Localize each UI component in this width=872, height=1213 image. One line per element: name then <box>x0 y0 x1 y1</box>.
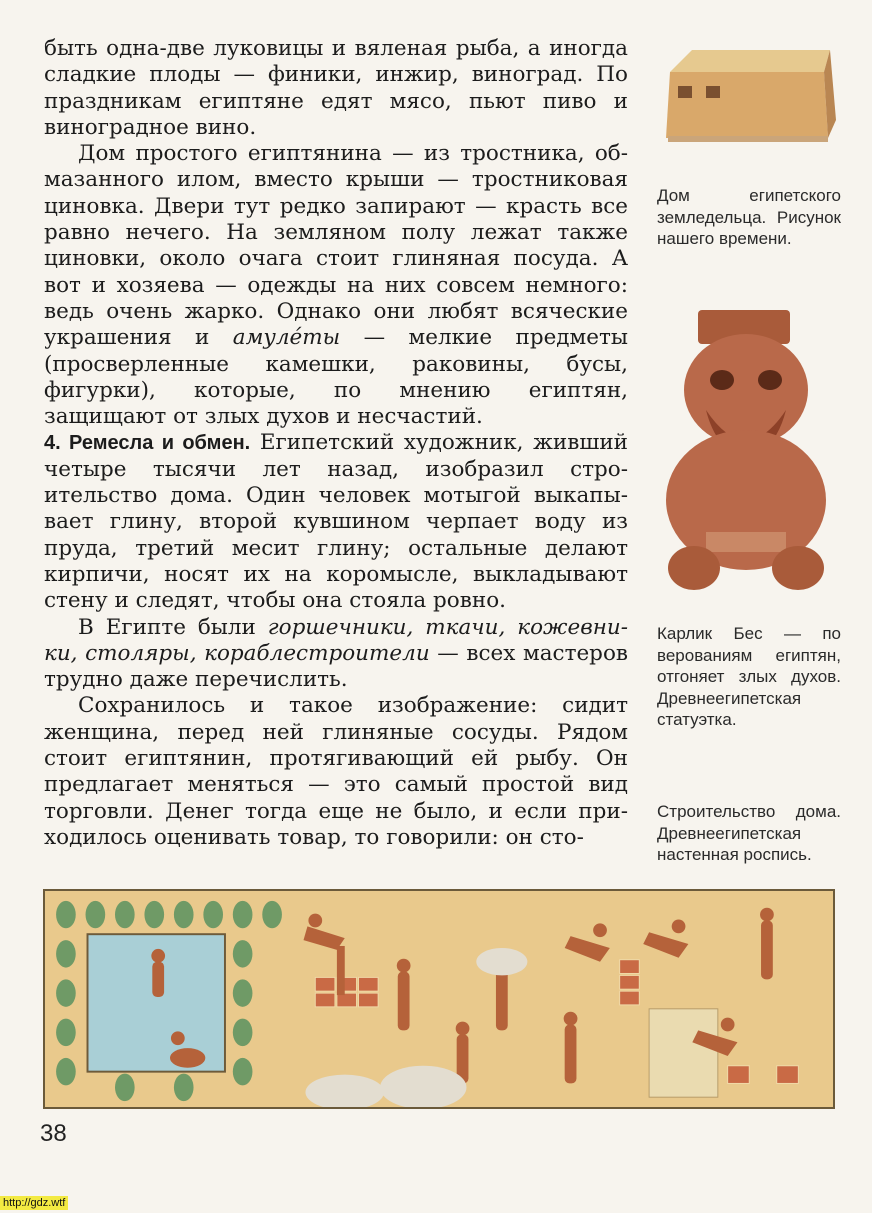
caption-fresco: Строительство дома. Древнеегипетская настенная роспись. <box>657 802 841 864</box>
caption-bes: Карлик Бес — по верованиям египтян, отгоняет злых духов. Древнеегипетская статуэтка. <box>657 624 841 729</box>
section-heading: 4. Ремесла и обмен. <box>44 432 251 455</box>
main-text-column <box>44 36 628 851</box>
paragraph-food: быть одна-две луковицы и вяленая рыба, а иногда сладкие плоды — финики, инжир, виноград. По праздникам египтяне едят мясо, пьют пиво и виноградное вино. <box>44 36 628 140</box>
paragraph-house-text: Дом простого египтянина — из тростника, обмазанного илом, вместо крыши — тростниковая циновка. Двери тут редко запирают — красть все равно нечего. На земляном полу лежат также циновки, около очага стоит глиняная посуда. А вот и хозяева — одежды на них совсем немного: ведь очень жарко. Однако они любят всяческие украшения и <box>44 141 628 351</box>
paragraph-trade: Сохранилось и такое изображение: сидит женщина, перед ней глиняные сосуды. Рядом стоит египтянин, протягивающий ей рыбу. Он предлагает меняться — это самый простой вид торговли. Денег тогда еще не было, и если приходилось оценивать товар, то говорили: он сто- <box>44 693 628 850</box>
construction-fresco-illustration <box>43 889 835 1109</box>
paragraph-professions-start: В Египте были <box>78 614 268 640</box>
house-illustration <box>652 40 842 150</box>
watermark-link[interactable]: http://gdz.wtf <box>0 1196 68 1210</box>
term-professions: горшечники, ткачи, кожевники, столяры, кораблестроители <box>44 614 628 666</box>
page-number: 38 <box>40 1120 67 1147</box>
term-amulets: амулéты <box>232 325 341 351</box>
bes-statuette-illustration <box>656 310 836 600</box>
paragraph-house-text-end: — мелкие предметы (просверленные камешки, раковины, бусы, фигурки), которые, по мнению египтян, защищают от злых духов и несчастий. <box>44 325 628 430</box>
paragraph-house <box>44 141 628 430</box>
paragraph-crafts <box>44 430 628 614</box>
paragraph-professions <box>44 615 628 694</box>
paragraph-professions-end: — всех мастеров трудно даже перечислить. <box>44 640 628 693</box>
paragraph-crafts-text: Египетский художник, живший четыре тысячи лет назад, изобразил строительство дома. Один человек мотыгой выкапывает глину, второй кувшином черпает воду из пруда, третий месит глину; остальные делают кирпичи, носят их на коромысле, выкладывают стену и следят, чтобы она стояла ровно. <box>44 430 628 614</box>
caption-house: Дом египетского земледельца. Рисунок нашего времени. <box>657 186 841 248</box>
